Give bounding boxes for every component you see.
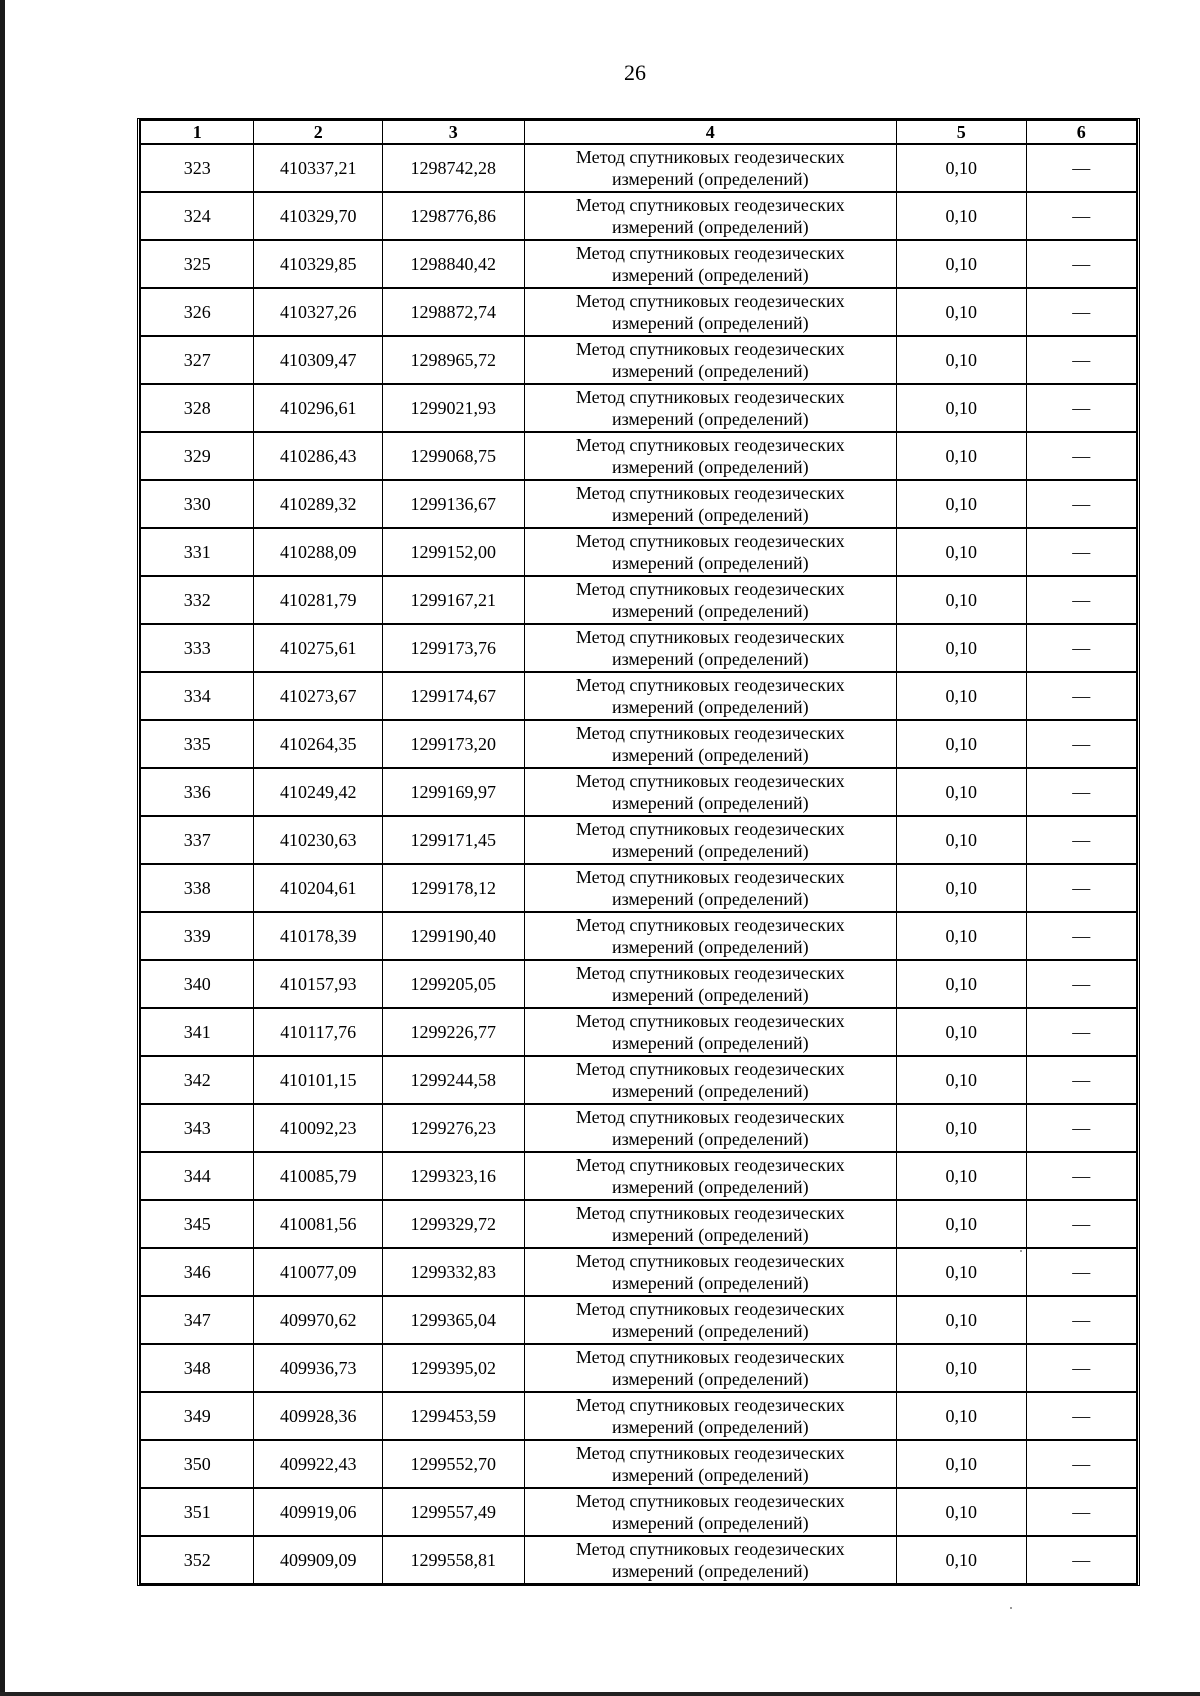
coordinates-table — [140, 120, 1137, 1584]
scan-edge-bottom — [0, 1692, 1200, 1696]
method-text-line-1: Метод спутниковых геодезических — [575, 291, 845, 311]
note-cell: — — [1026, 1440, 1136, 1488]
method-cell — [524, 336, 896, 384]
point-number-cell: 342 — [141, 1056, 254, 1104]
y-coordinate-cell: 1299552,70 — [382, 1440, 524, 1488]
x-coordinate-cell: 410081,56 — [254, 1200, 383, 1248]
x-coordinate-cell: 410275,61 — [254, 624, 383, 672]
y-coordinate-cell: 1299173,20 — [382, 720, 524, 768]
y-coordinate-cell: 1299226,77 — [382, 1008, 524, 1056]
accuracy-cell: 0,10 — [897, 1392, 1027, 1440]
y-coordinate-cell: 1299558,81 — [382, 1536, 524, 1584]
method-cell — [524, 1056, 896, 1104]
method-text-line-2: измерений (определений) — [611, 1513, 809, 1533]
table-row — [141, 720, 1137, 768]
accuracy-cell: 0,10 — [897, 576, 1027, 624]
x-coordinate-cell: 410329,85 — [254, 240, 383, 288]
point-number-cell: 335 — [141, 720, 254, 768]
note-cell: — — [1026, 1344, 1136, 1392]
method-cell — [524, 432, 896, 480]
x-coordinate-cell: 410337,21 — [254, 144, 383, 192]
coordinates-table-frame — [137, 118, 1140, 1586]
method-text-line-2: измерений (определений) — [611, 745, 809, 765]
header-col-4: 4 — [524, 121, 896, 145]
x-coordinate-cell: 410101,15 — [254, 1056, 383, 1104]
scan-speck — [1010, 1607, 1012, 1609]
note-cell: — — [1026, 672, 1136, 720]
header-col-3: 3 — [382, 121, 524, 145]
note-cell: — — [1026, 1200, 1136, 1248]
method-text-line-2: измерений (определений) — [611, 1321, 809, 1341]
method-cell — [524, 1200, 896, 1248]
accuracy-cell: 0,10 — [897, 1104, 1027, 1152]
point-number-cell: 349 — [141, 1392, 254, 1440]
accuracy-cell: 0,10 — [897, 912, 1027, 960]
note-cell: — — [1026, 912, 1136, 960]
y-coordinate-cell: 1299171,45 — [382, 816, 524, 864]
method-text-line-2: измерений (определений) — [611, 793, 809, 813]
method-text-line-2: измерений (определений) — [611, 649, 809, 669]
note-cell: — — [1026, 384, 1136, 432]
note-cell: — — [1026, 960, 1136, 1008]
method-text-line-1: Метод спутниковых геодезических — [575, 963, 845, 983]
point-number-cell: 329 — [141, 432, 254, 480]
method-text-line-1: Метод спутниковых геодезических — [575, 771, 845, 791]
table-row — [141, 912, 1137, 960]
note-cell: — — [1026, 1008, 1136, 1056]
method-cell — [524, 1248, 896, 1296]
y-coordinate-cell: 1299136,67 — [382, 480, 524, 528]
method-text-line-1: Метод спутниковых геодезических — [575, 1107, 845, 1127]
method-cell — [524, 1536, 896, 1584]
note-cell: — — [1026, 336, 1136, 384]
method-text-line-2: измерений (определений) — [611, 1129, 809, 1149]
accuracy-cell: 0,10 — [897, 1152, 1027, 1200]
point-number-cell: 324 — [141, 192, 254, 240]
point-number-cell: 351 — [141, 1488, 254, 1536]
y-coordinate-cell: 1299068,75 — [382, 432, 524, 480]
point-number-cell: 326 — [141, 288, 254, 336]
x-coordinate-cell: 410230,63 — [254, 816, 383, 864]
method-text-line-1: Метод спутниковых геодезических — [575, 675, 845, 695]
accuracy-cell: 0,10 — [897, 240, 1027, 288]
method-text-line-2: измерений (определений) — [611, 505, 809, 525]
method-cell — [524, 768, 896, 816]
point-number-cell: 348 — [141, 1344, 254, 1392]
x-coordinate-cell: 409909,09 — [254, 1536, 383, 1584]
method-cell — [524, 864, 896, 912]
y-coordinate-cell: 1298840,42 — [382, 240, 524, 288]
x-coordinate-cell: 410264,35 — [254, 720, 383, 768]
method-cell — [524, 288, 896, 336]
method-text-line-1: Метод спутниковых геодезических — [575, 435, 845, 455]
method-text-line-1: Метод спутниковых геодезических — [575, 483, 845, 503]
table-row — [141, 1392, 1137, 1440]
point-number-cell: 327 — [141, 336, 254, 384]
x-coordinate-cell: 410289,32 — [254, 480, 383, 528]
x-coordinate-cell: 409928,36 — [254, 1392, 383, 1440]
y-coordinate-cell: 1298872,74 — [382, 288, 524, 336]
method-cell — [524, 720, 896, 768]
table-row — [141, 1200, 1137, 1248]
x-coordinate-cell: 409919,06 — [254, 1488, 383, 1536]
x-coordinate-cell: 410178,39 — [254, 912, 383, 960]
table-row — [141, 1296, 1137, 1344]
note-cell: — — [1026, 1152, 1136, 1200]
x-coordinate-cell: 409970,62 — [254, 1296, 383, 1344]
y-coordinate-cell: 1299167,21 — [382, 576, 524, 624]
method-text-line-1: Метод спутниковых геодезических — [575, 1059, 845, 1079]
table-row — [141, 336, 1137, 384]
y-coordinate-cell: 1299453,59 — [382, 1392, 524, 1440]
accuracy-cell: 0,10 — [897, 768, 1027, 816]
note-cell: — — [1026, 1296, 1136, 1344]
point-number-cell: 336 — [141, 768, 254, 816]
method-cell — [524, 384, 896, 432]
table-row — [141, 432, 1137, 480]
accuracy-cell: 0,10 — [897, 288, 1027, 336]
method-text-line-2: измерений (определений) — [611, 1369, 809, 1389]
method-text-line-1: Метод спутниковых геодезических — [575, 915, 845, 935]
table-row — [141, 192, 1137, 240]
method-text-line-1: Метод спутниковых геодезических — [575, 819, 845, 839]
table-row — [141, 1488, 1137, 1536]
accuracy-cell: 0,10 — [897, 384, 1027, 432]
note-cell: — — [1026, 288, 1136, 336]
method-text-line-2: измерений (определений) — [611, 985, 809, 1005]
note-cell: — — [1026, 624, 1136, 672]
page-number: 26 — [624, 60, 646, 85]
method-text-line-1: Метод спутниковых геодезических — [575, 867, 845, 887]
table-row — [141, 1008, 1137, 1056]
table-row — [141, 816, 1137, 864]
y-coordinate-cell: 1298742,28 — [382, 144, 524, 192]
scan-speck — [1020, 1250, 1022, 1252]
point-number-cell: 346 — [141, 1248, 254, 1296]
method-cell — [524, 240, 896, 288]
header-col-1: 1 — [141, 121, 254, 145]
x-coordinate-cell: 410085,79 — [254, 1152, 383, 1200]
method-cell — [524, 960, 896, 1008]
method-text-line-1: Метод спутниковых геодезических — [575, 579, 845, 599]
x-coordinate-cell: 410296,61 — [254, 384, 383, 432]
table-row — [141, 768, 1137, 816]
method-text-line-1: Метод спутниковых геодезических — [575, 1203, 845, 1223]
method-cell — [524, 1104, 896, 1152]
y-coordinate-cell: 1299332,83 — [382, 1248, 524, 1296]
accuracy-cell: 0,10 — [897, 1200, 1027, 1248]
method-text-line-1: Метод спутниковых геодезических — [575, 339, 845, 359]
x-coordinate-cell: 410204,61 — [254, 864, 383, 912]
accuracy-cell: 0,10 — [897, 816, 1027, 864]
y-coordinate-cell: 1299021,93 — [382, 384, 524, 432]
note-cell: — — [1026, 192, 1136, 240]
table-row — [141, 672, 1137, 720]
point-number-cell: 337 — [141, 816, 254, 864]
method-text-line-2: измерений (определений) — [611, 1081, 809, 1101]
method-text-line-2: измерений (определений) — [611, 601, 809, 621]
method-text-line-2: измерений (определений) — [611, 697, 809, 717]
table-row — [141, 1104, 1137, 1152]
x-coordinate-cell: 409936,73 — [254, 1344, 383, 1392]
method-text-line-1: Метод спутниковых геодезических — [575, 1347, 845, 1367]
point-number-cell: 338 — [141, 864, 254, 912]
method-cell — [524, 1392, 896, 1440]
y-coordinate-cell: 1299190,40 — [382, 912, 524, 960]
method-cell — [524, 1440, 896, 1488]
note-cell: — — [1026, 432, 1136, 480]
method-cell — [524, 816, 896, 864]
table-row — [141, 528, 1137, 576]
x-coordinate-cell: 410249,42 — [254, 768, 383, 816]
method-text-line-2: измерений (определений) — [611, 841, 809, 861]
x-coordinate-cell: 410286,43 — [254, 432, 383, 480]
table-row — [141, 864, 1137, 912]
y-coordinate-cell: 1299152,00 — [382, 528, 524, 576]
method-cell — [524, 192, 896, 240]
table-row — [141, 480, 1137, 528]
accuracy-cell: 0,10 — [897, 960, 1027, 1008]
method-text-line-2: измерений (определений) — [611, 937, 809, 957]
accuracy-cell: 0,10 — [897, 1488, 1027, 1536]
x-coordinate-cell: 410077,09 — [254, 1248, 383, 1296]
method-text-line-2: измерений (определений) — [611, 409, 809, 429]
table-row — [141, 624, 1137, 672]
accuracy-cell: 0,10 — [897, 1536, 1027, 1584]
method-cell — [524, 912, 896, 960]
method-text-line-2: измерений (определений) — [611, 313, 809, 333]
note-cell: — — [1026, 720, 1136, 768]
table-row — [141, 1440, 1137, 1488]
method-text-line-1: Метод спутниковых геодезических — [575, 627, 845, 647]
point-number-cell: 344 — [141, 1152, 254, 1200]
note-cell: — — [1026, 1248, 1136, 1296]
y-coordinate-cell: 1299244,58 — [382, 1056, 524, 1104]
note-cell: — — [1026, 1536, 1136, 1584]
accuracy-cell: 0,10 — [897, 432, 1027, 480]
table-row — [141, 1536, 1137, 1584]
method-cell — [524, 672, 896, 720]
method-text-line-1: Метод спутниковых геодезических — [575, 243, 845, 263]
x-coordinate-cell: 410273,67 — [254, 672, 383, 720]
point-number-cell: 340 — [141, 960, 254, 1008]
note-cell: — — [1026, 864, 1136, 912]
table-row — [141, 576, 1137, 624]
method-text-line-2: измерений (определений) — [611, 1273, 809, 1293]
method-text-line-2: измерений (определений) — [611, 1033, 809, 1053]
point-number-cell: 334 — [141, 672, 254, 720]
point-number-cell: 341 — [141, 1008, 254, 1056]
table-row — [141, 1152, 1137, 1200]
y-coordinate-cell: 1299365,04 — [382, 1296, 524, 1344]
y-coordinate-cell: 1299276,23 — [382, 1104, 524, 1152]
accuracy-cell: 0,10 — [897, 1056, 1027, 1104]
accuracy-cell: 0,10 — [897, 192, 1027, 240]
method-text-line-2: измерений (определений) — [611, 361, 809, 381]
method-text-line-1: Метод спутниковых геодезических — [575, 531, 845, 551]
point-number-cell: 339 — [141, 912, 254, 960]
scan-edge-left — [0, 0, 5, 1696]
point-number-cell: 343 — [141, 1104, 254, 1152]
accuracy-cell: 0,10 — [897, 1008, 1027, 1056]
method-text-line-2: измерений (определений) — [611, 217, 809, 237]
point-number-cell: 347 — [141, 1296, 254, 1344]
method-text-line-2: измерений (определений) — [611, 553, 809, 573]
method-cell — [524, 1488, 896, 1536]
accuracy-cell: 0,10 — [897, 624, 1027, 672]
method-text-line-1: Метод спутниковых геодезических — [575, 1299, 845, 1319]
method-text-line-2: измерений (определений) — [611, 1417, 809, 1437]
method-text-line-1: Метод спутниковых геодезических — [575, 1251, 845, 1271]
header-col-6: 6 — [1026, 121, 1136, 145]
point-number-cell: 323 — [141, 144, 254, 192]
point-number-cell: 331 — [141, 528, 254, 576]
method-text-line-1: Метод спутниковых геодезических — [575, 1155, 845, 1175]
method-text-line-2: измерений (определений) — [611, 1561, 809, 1581]
accuracy-cell: 0,10 — [897, 1344, 1027, 1392]
note-cell: — — [1026, 1056, 1136, 1104]
table-row — [141, 1344, 1137, 1392]
note-cell: — — [1026, 144, 1136, 192]
method-text-line-1: Метод спутниковых геодезических — [575, 1491, 845, 1511]
y-coordinate-cell: 1299323,16 — [382, 1152, 524, 1200]
x-coordinate-cell: 410309,47 — [254, 336, 383, 384]
header-col-5: 5 — [897, 121, 1027, 145]
x-coordinate-cell: 410329,70 — [254, 192, 383, 240]
table-row — [141, 1248, 1137, 1296]
method-text-line-1: Метод спутниковых геодезических — [575, 387, 845, 407]
y-coordinate-cell: 1299395,02 — [382, 1344, 524, 1392]
y-coordinate-cell: 1299173,76 — [382, 624, 524, 672]
point-number-cell: 350 — [141, 1440, 254, 1488]
accuracy-cell: 0,10 — [897, 1248, 1027, 1296]
y-coordinate-cell: 1299205,05 — [382, 960, 524, 1008]
method-text-line-2: измерений (определений) — [611, 1225, 809, 1245]
y-coordinate-cell: 1299329,72 — [382, 1200, 524, 1248]
y-coordinate-cell: 1299178,12 — [382, 864, 524, 912]
table-body — [141, 144, 1137, 1584]
point-number-cell: 345 — [141, 1200, 254, 1248]
method-cell — [524, 576, 896, 624]
method-cell — [524, 528, 896, 576]
table-row — [141, 288, 1137, 336]
table-row — [141, 144, 1137, 192]
method-text-line-1: Метод спутниковых геодезических — [575, 1443, 845, 1463]
x-coordinate-cell: 409922,43 — [254, 1440, 383, 1488]
accuracy-cell: 0,10 — [897, 480, 1027, 528]
y-coordinate-cell: 1298965,72 — [382, 336, 524, 384]
accuracy-cell: 0,10 — [897, 1296, 1027, 1344]
y-coordinate-cell: 1299169,97 — [382, 768, 524, 816]
method-cell — [524, 480, 896, 528]
x-coordinate-cell: 410288,09 — [254, 528, 383, 576]
note-cell: — — [1026, 768, 1136, 816]
x-coordinate-cell: 410327,26 — [254, 288, 383, 336]
note-cell: — — [1026, 576, 1136, 624]
y-coordinate-cell: 1299557,49 — [382, 1488, 524, 1536]
method-cell — [524, 624, 896, 672]
note-cell: — — [1026, 480, 1136, 528]
x-coordinate-cell: 410092,23 — [254, 1104, 383, 1152]
table-row — [141, 240, 1137, 288]
method-text-line-2: измерений (определений) — [611, 889, 809, 909]
method-cell — [524, 1344, 896, 1392]
method-text-line-1: Метод спутниковых геодезических — [575, 723, 845, 743]
method-text-line-2: измерений (определений) — [611, 457, 809, 477]
method-text-line-2: измерений (определений) — [611, 1465, 809, 1485]
point-number-cell: 325 — [141, 240, 254, 288]
x-coordinate-cell: 410117,76 — [254, 1008, 383, 1056]
accuracy-cell: 0,10 — [897, 528, 1027, 576]
accuracy-cell: 0,10 — [897, 336, 1027, 384]
accuracy-cell: 0,10 — [897, 1440, 1027, 1488]
method-text-line-1: Метод спутниковых геодезических — [575, 1395, 845, 1415]
accuracy-cell: 0,10 — [897, 864, 1027, 912]
method-cell — [524, 1296, 896, 1344]
note-cell: — — [1026, 1488, 1136, 1536]
x-coordinate-cell: 410281,79 — [254, 576, 383, 624]
method-text-line-2: измерений (определений) — [611, 169, 809, 189]
accuracy-cell: 0,10 — [897, 672, 1027, 720]
accuracy-cell: 0,10 — [897, 720, 1027, 768]
note-cell: — — [1026, 528, 1136, 576]
method-text-line-2: измерений (определений) — [611, 1177, 809, 1197]
point-number-cell: 328 — [141, 384, 254, 432]
note-cell: — — [1026, 1104, 1136, 1152]
table-row — [141, 960, 1137, 1008]
note-cell: — — [1026, 1392, 1136, 1440]
accuracy-cell: 0,10 — [897, 144, 1027, 192]
method-cell — [524, 1008, 896, 1056]
note-cell: — — [1026, 816, 1136, 864]
table-row — [141, 384, 1137, 432]
point-number-cell: 330 — [141, 480, 254, 528]
point-number-cell: 352 — [141, 1536, 254, 1584]
method-cell — [524, 1152, 896, 1200]
y-coordinate-cell: 1299174,67 — [382, 672, 524, 720]
method-text-line-1: Метод спутниковых геодезических — [575, 1011, 845, 1031]
table-header-row — [141, 121, 1137, 145]
method-cell — [524, 144, 896, 192]
point-number-cell: 332 — [141, 576, 254, 624]
method-text-line-2: измерений (определений) — [611, 265, 809, 285]
table-row — [141, 1056, 1137, 1104]
method-text-line-1: Метод спутниковых геодезических — [575, 147, 845, 167]
header-col-2: 2 — [254, 121, 383, 145]
x-coordinate-cell: 410157,93 — [254, 960, 383, 1008]
method-text-line-1: Метод спутниковых геодезических — [575, 1539, 845, 1559]
note-cell: — — [1026, 240, 1136, 288]
y-coordinate-cell: 1298776,86 — [382, 192, 524, 240]
point-number-cell: 333 — [141, 624, 254, 672]
method-text-line-1: Метод спутниковых геодезических — [575, 195, 845, 215]
